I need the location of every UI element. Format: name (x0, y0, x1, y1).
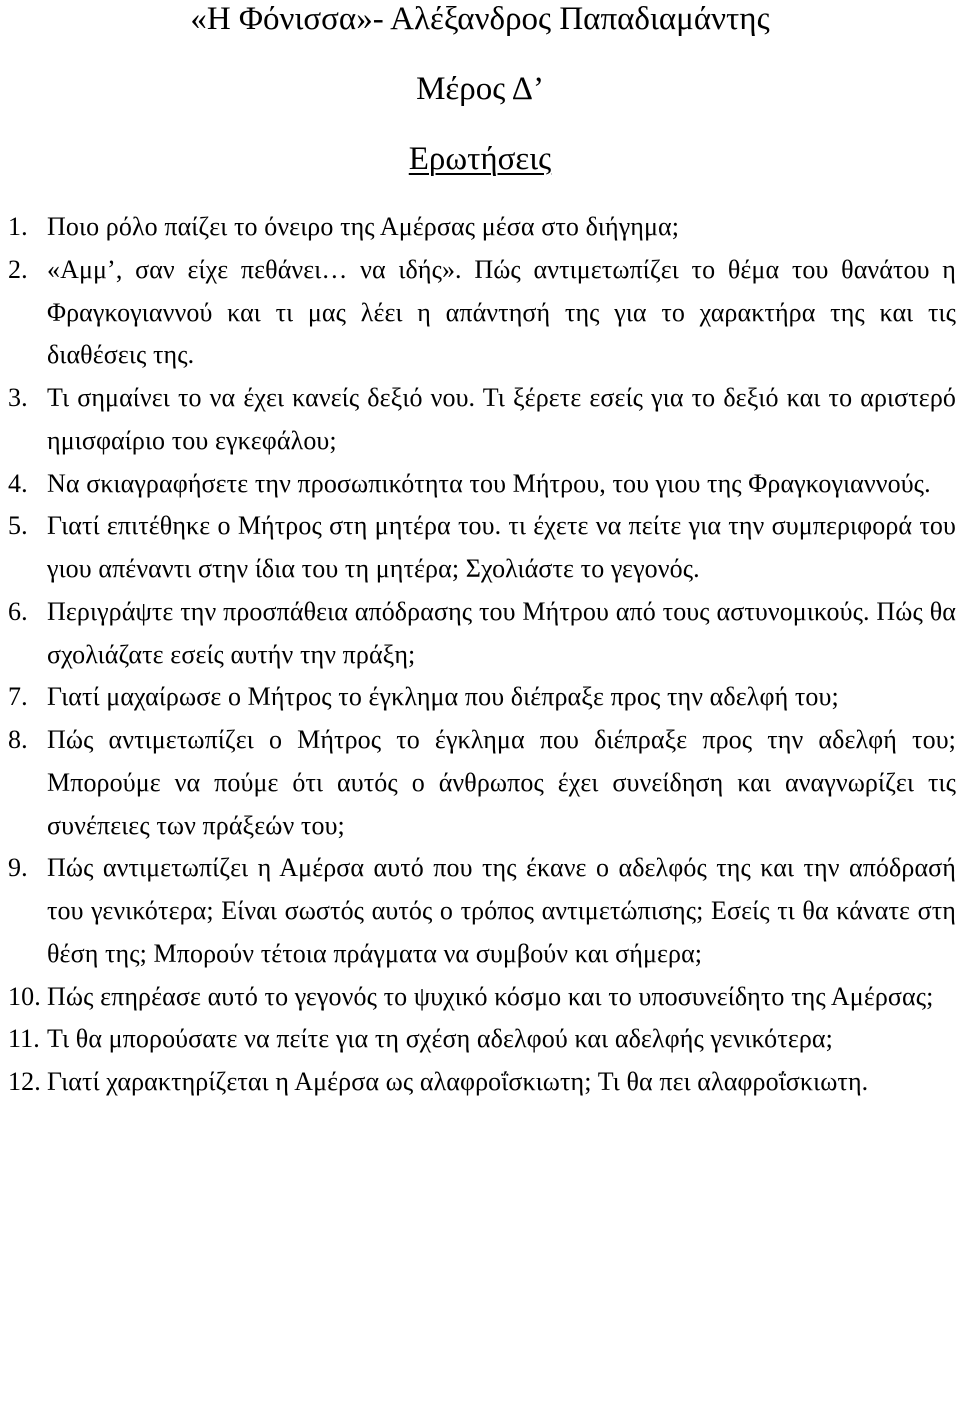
question-item (0, 1061, 960, 1104)
question-text: Πώς αντιμετωπίζει ο Μήτρος το έγκλημα που διέπραξε προς την αδελφή του; Μπορούμε να πούμε ότι αυτός ο άνθρωπος έχει συνείδηση και αναγνωρίζει τις συνέπειες των πράξεών του; (47, 725, 956, 840)
question-item (0, 591, 960, 677)
question-text: Περιγράψτε την προσπάθεια απόδρασης του Μήτρου από τους αστυνομικούς. Πώς θα σχολιάζατε εσείς αυτήν την πράξη; (47, 596, 956, 669)
question-item (0, 719, 960, 847)
question-text: Γιατί χαρακτηρίζεται η Αμέρσα ως αλαφροΐσκιωτη; Τι θα πει αλαφροΐσκιωτη. (47, 1067, 869, 1096)
question-text: Να σκιαγραφήσετε την προσωπικότητα του Μήτρου, του γιου της Φραγκογιαννούς. (47, 468, 931, 498)
question-item (0, 463, 960, 506)
question-item (0, 1018, 960, 1061)
question-text: Τι σημαίνει το να έχει κανείς δεξιό νου. Τι ξέρετε εσείς για το δεξιό και το αριστερό ημισφαίριο του εγκεφάλου; (47, 383, 956, 455)
questions-list (0, 206, 960, 1104)
question-number: 12. (8, 1067, 41, 1096)
part-subtitle: Μέρος Δ’ (416, 71, 544, 107)
question-item (0, 206, 960, 249)
question-number: 3. (8, 383, 28, 412)
questions-heading (0, 134, 960, 184)
question-number: 4. (8, 468, 28, 498)
question-number: 10. (8, 981, 41, 1011)
question-text: Πώς αντιμετωπίζει η Αμέρσα αυτό που της έκανε ο αδελφός της και την απόδρασή του γενικότερα; Είναι σωστός αυτός ο τρόπος αντιμετώπισης; Εσείς τι θα κάνατε στη θέση της; Μπορούν τέτοια πράγματα να συμβούν και σήμερα; (47, 853, 956, 968)
question-text: Τι θα μπορούσατε να πείτε για τη σχέση αδελφού και αδελφής γενικότερα; (47, 1024, 833, 1054)
question-number: 6. (8, 596, 28, 626)
question-text: Πώς επηρέασε αυτό το γεγονός το ψυχικό κόσμο και το υποσυνείδητο της Αμέρσας; (47, 981, 934, 1011)
question-text: Ποιο ρόλο παίζει το όνειρο της Αμέρσας μέσα στο διήγημα; (47, 212, 680, 241)
question-item (0, 377, 960, 463)
question-item (0, 249, 960, 377)
question-number: 9. (8, 853, 28, 883)
question-number: 11. (8, 1024, 40, 1054)
question-number: 8. (8, 725, 28, 754)
question-number: 2. (8, 254, 28, 284)
question-number: 5. (8, 511, 28, 541)
question-item (0, 505, 960, 591)
question-text: Γιατί μαχαίρωσε ο Μήτρος το έγκλημα που διέπραξε προς την αδελφή του; (47, 682, 839, 712)
question-item (0, 976, 960, 1019)
document-title: «Η Φόνισσα»- Αλέξανδρος Παπαδιαμάντης (190, 1, 770, 37)
question-number: 7. (8, 682, 28, 712)
questions-heading-text: Ερωτήσεις (408, 141, 552, 177)
question-text: «Αμμ’, σαν είχε πεθάνει… να ιδής». Πώς αντιμετωπίζει το θέμα του θανάτου η Φραγκογιαννού και τι μας λέει η απάντησή της για το χαρακτήρα της και τις διαθέσεις της. (47, 254, 956, 370)
question-number: 1. (8, 212, 28, 241)
question-item (0, 676, 960, 719)
question-item (0, 847, 960, 975)
question-text: Γιατί επιτέθηκε ο Μήτρος στη μητέρα του. τι έχετε να πείτε για την συμπεριφορά του γιου απέναντι στην ίδια του τη μητέρα; Σχολιάστε το γεγονός. (47, 511, 956, 583)
